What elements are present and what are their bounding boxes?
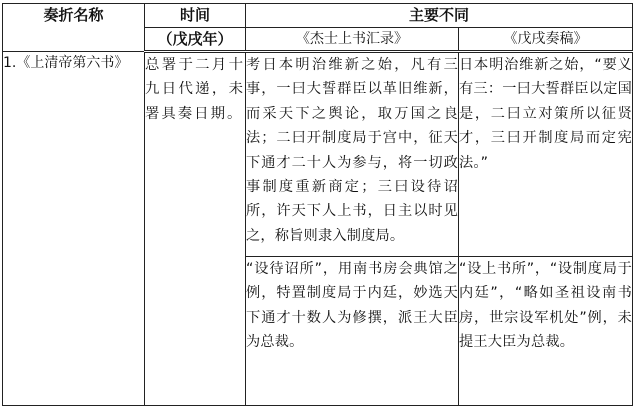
wuxu-cell-1: 日本明治维新之始，“要义有三：一曰大誓群臣以定国是，二曰立对策所以征贤才，三曰开制度局而定宪法。” — [459, 52, 633, 257]
header-source-wuxu: 《戊戌奏稿》 — [459, 28, 633, 52]
memorial-name-cell: 1.《上清帝第六书》 — [3, 52, 145, 406]
header-main-differences: 主要不同 — [246, 4, 633, 28]
header-row-1 — [3, 4, 633, 28]
header-time: 时间 — [145, 4, 246, 28]
jieshi-cell-2: “设待诏所”，用南书房会典馆之例，特置制度局于内廷，妙选天下通才十数人为修撰，派王大臣为总裁。 — [246, 257, 459, 406]
jieshi-cell-1: 考日本明治维新之始，凡有三事，一曰大誓群臣以革旧维新，而采天下之舆论，取万国之良法；二曰开制度局于宫中，征天下通才二十人为参与，将一切政事制度重新商定；三曰设待诏所，许天下人上书，日主以时见之，称旨则隶入制度局。 — [246, 52, 459, 257]
comparison-table — [2, 3, 633, 406]
header-memorial-name: 奏折名称 — [3, 4, 145, 52]
table-row — [3, 52, 633, 257]
header-source-jieshi: 《杰士上书汇录》 — [246, 28, 459, 52]
header-time-year: （戊戌年） — [145, 28, 246, 52]
time-cell: 总署于二月十九日代递，未署具奏日期。 — [145, 52, 246, 406]
wuxu-cell-2: “设上书所”，“设制度局于内廷”，“略如圣祖设南书房，世宗设军机处”例，未提王大臣为总裁。 — [459, 257, 633, 406]
